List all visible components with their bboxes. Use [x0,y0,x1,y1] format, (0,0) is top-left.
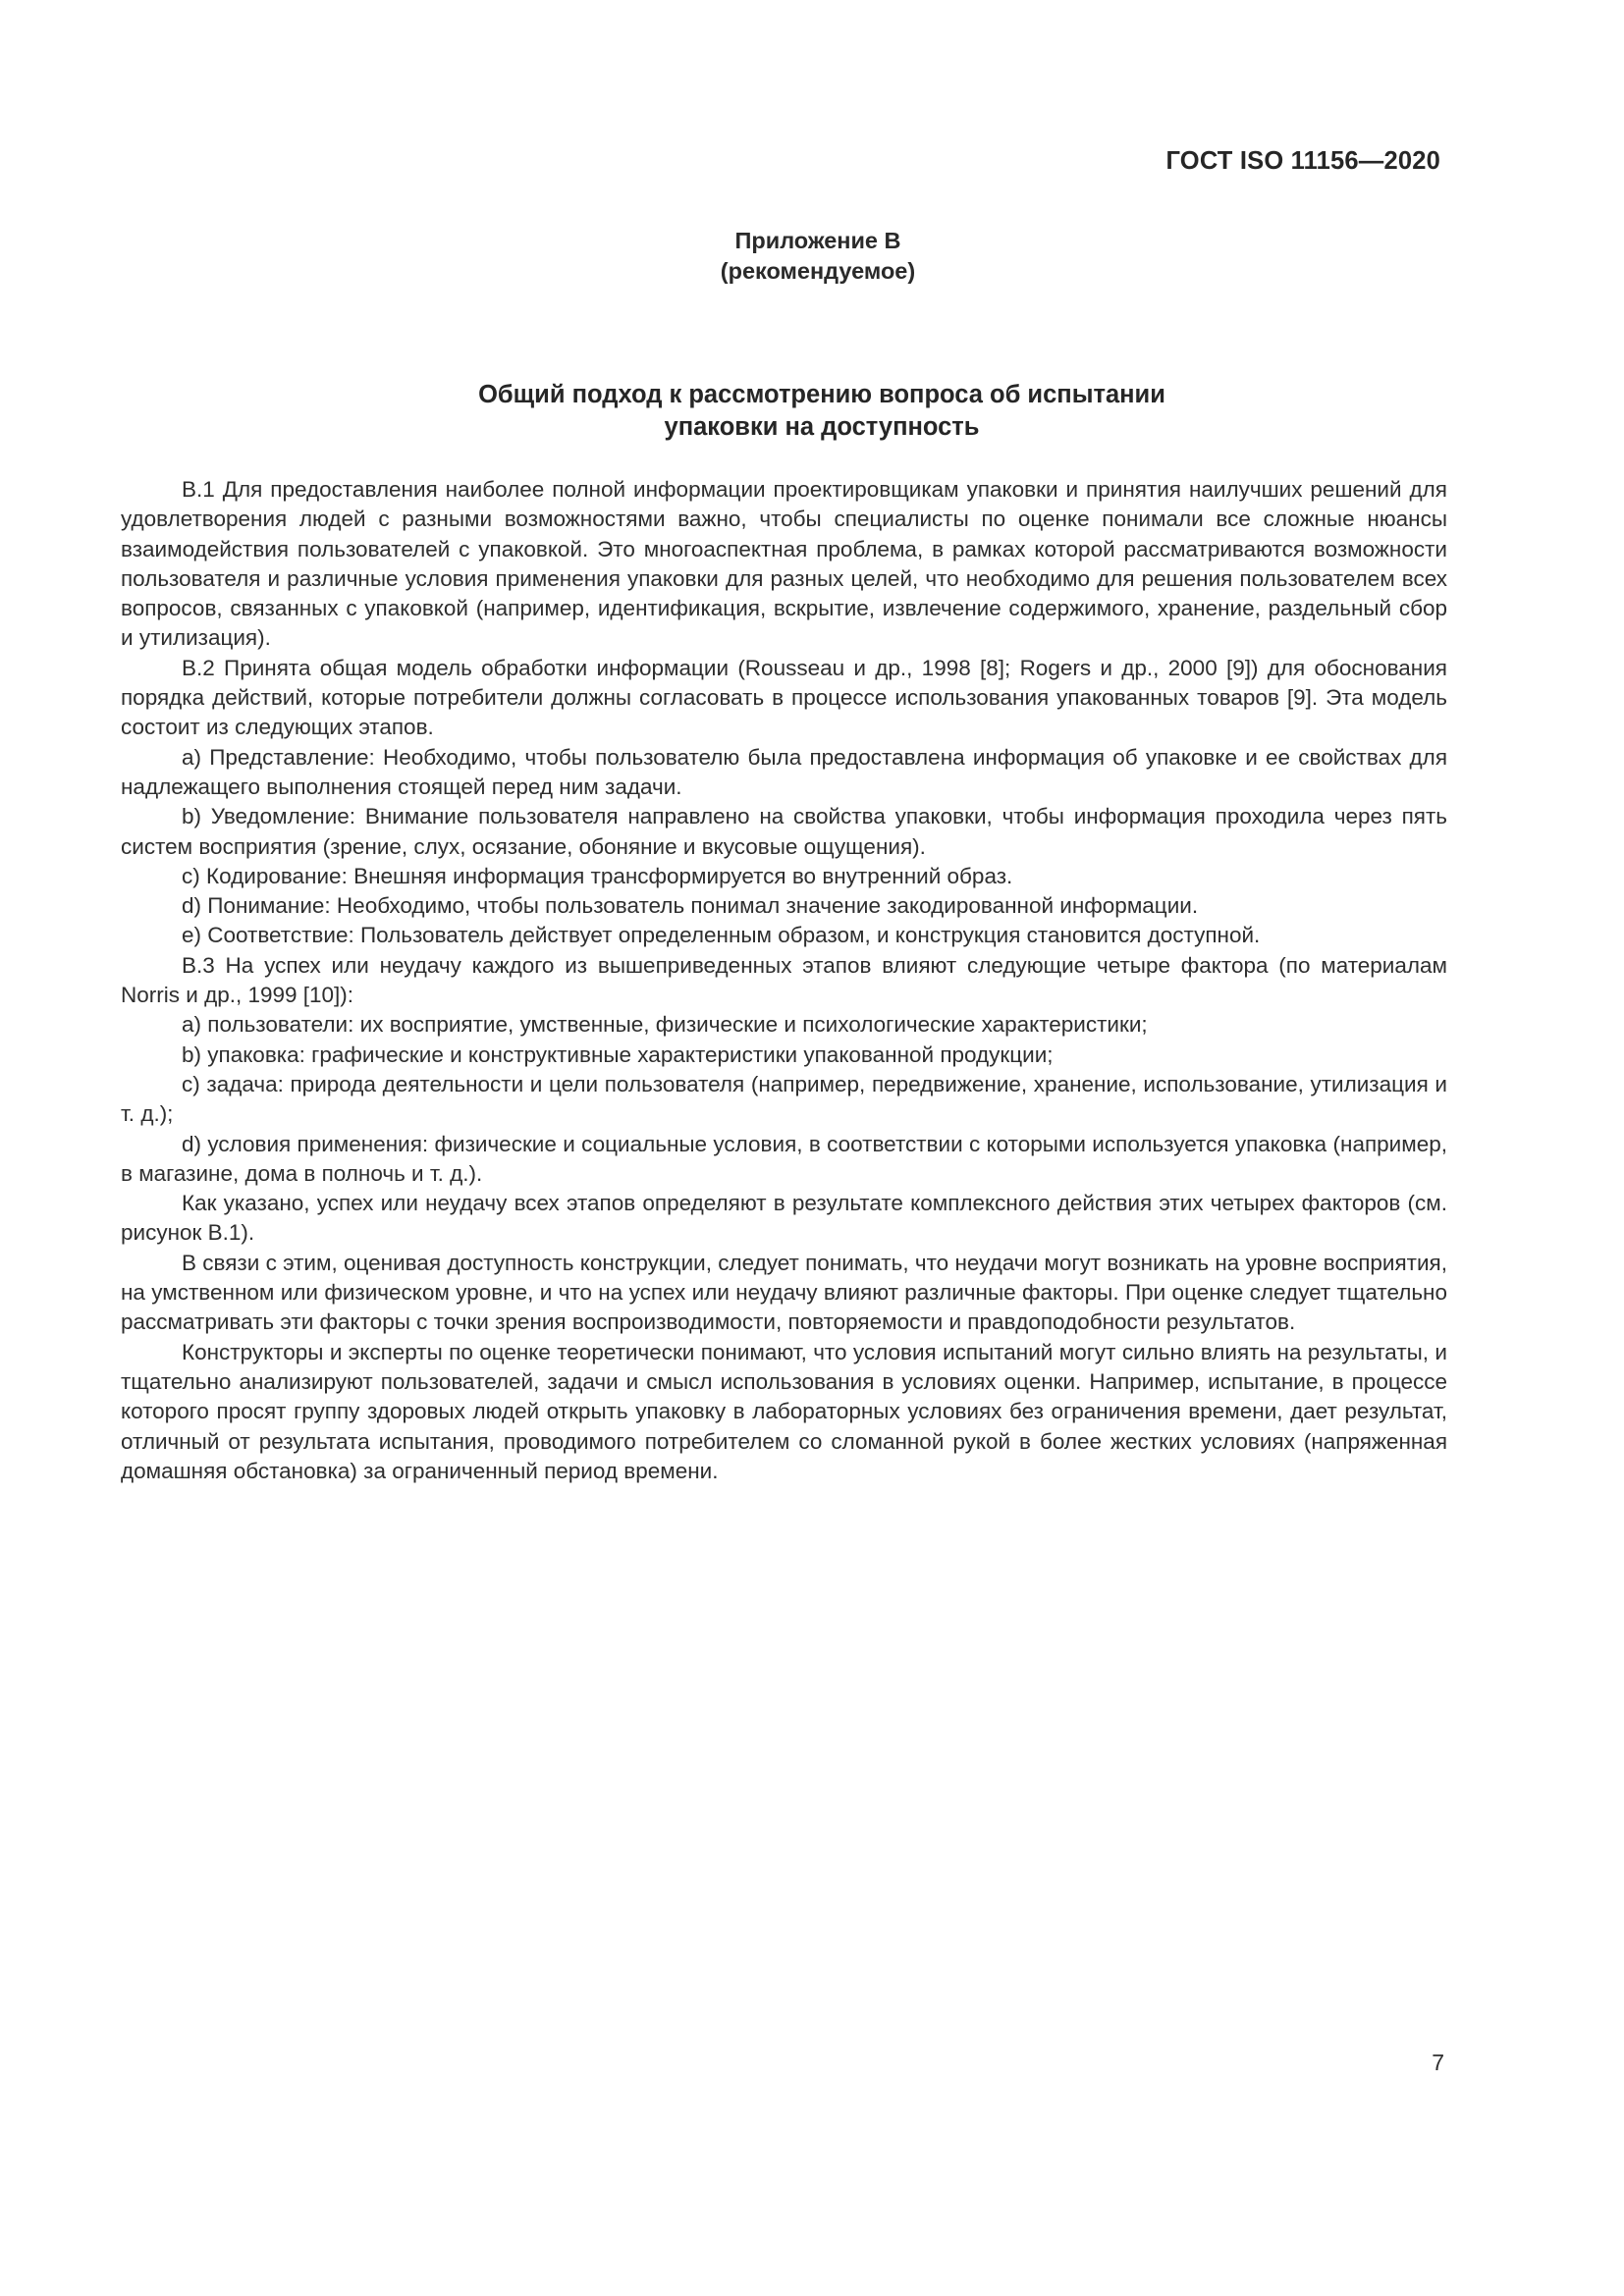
stage-item-e: e) Соответствие: Пользователь действует определенным образом, и конструкция становится доступной. [182,923,1261,948]
paragraph-summary: Как указано, успех или неудачу всех этапов определяют в результате комплексного действия этих четырех факторов (см. рисунок В.1). [121,1191,1447,1246]
document-code: ГОСТ ISO 11156—2020 [1165,147,1440,175]
stage-item-c: c) Кодирование: Внешняя информация трансформируется во внутренний образ. [182,863,1013,888]
appendix-title: Приложение В [734,228,901,253]
paragraph-b1: В.1 Для предоставления наиболее полной информации проектировщикам упаковки и принятия наилучших решений для удовлетворения людей с разными возможностями важно, чтобы специалисты по оценке понимали все сложные нюансы взаимодействия пользователей с упаковкой. Это многоаспектная проблема, в рамках которой рассматриваются возможности пользователя и различные условия применения упаковки для разных целей, что необходимо для решения пользователем всех вопросов, связанных с упаковкой (например, идентификация, вскрытие, извлечение содержимого, хранение, раздельный сбор и утилизация). [121,477,1447,651]
section-title-line-1: Общий подход к рассмотрению вопроса об испытании [478,381,1165,408]
document-body [121,475,1447,1486]
stage-item-b: b) Уведомление: Внимание пользователя направлено на свойства упаковки, чтобы информация проходила через пять систем восприятия (зрение, слух, осязание, обоняние и вкусовые ощущения). [121,804,1447,859]
paragraph-experts: Конструкторы и эксперты по оценке теоретически понимают, что условия испытаний могут сильно влиять на результаты, и тщательно анализируют пользователей, задачи и смысл использования в условиях оценки. Например, испытание, в процессе которого просят группу здоровых людей открыть упаковку в лабораторных условиях без ограничения времени, дает результат, отличный от результата испытания, проводимого потребителем со сломанной рукой в более жестких условиях (напряженная домашняя обстановка) за ограниченный период времени. [121,1339,1447,1483]
stage-item-a: a) Представление: Необходимо, чтобы пользователю была предоставлена информация об упаковке и ее свойствах для надлежащего выполнения стоящей перед ним задачи. [121,744,1447,799]
factor-item-b: b) упаковка: графические и конструктивные характеристики упакованной продукции; [182,1041,1054,1067]
section-title-line-2: упаковки на доступность [664,413,980,441]
stage-item-d: d) Понимание: Необходимо, чтобы пользователь понимал значение закодированной информации. [182,893,1199,919]
appendix-status: (рекомендуемое) [720,258,916,284]
paragraph-evaluation: В связи с этим, оценивая доступность конструкции, следует понимать, что неудачи могут возникать на уровне восприятия, на умственном или физическом уровне, и что на успех или неудачу влияют различные факторы. При оценке следует тщательно рассматривать эти факторы с точки зрения воспроизводимости, повторяемости и правдоподобности результатов. [121,1250,1447,1335]
paragraph-b2: В.2 Принята общая модель обработки информации (Rousseau и др., 1998 [8]; Rogers и др., 2000 [9]) для обоснования порядка действий, которые потребители должны согласовать в процессе использования упакованных товаров [9]. Эта модель состоит из следующих этапов. [121,655,1447,740]
section-title [0,379,1624,444]
page-number: 7 [1432,2050,1444,2075]
factor-item-d: d) условия применения: физические и социальные условия, в соответствии с которыми используется упаковка (например, в магазине, дома в полночь и т. д.). [121,1131,1447,1186]
appendix-heading [0,226,1624,287]
factor-item-a: a) пользователи: их восприятие, умственные, физические и психологические характеристики; [182,1012,1148,1038]
factor-item-c: c) задача: природа деятельности и цели пользователя (например, передвижение, хранение, использование, утилизация и т. д.); [121,1071,1447,1127]
paragraph-b3: В.3 На успех или неудачу каждого из вышеприведенных этапов влияют следующие четыре фактора (по материалам Norris и др., 1999 [10]): [121,952,1447,1008]
